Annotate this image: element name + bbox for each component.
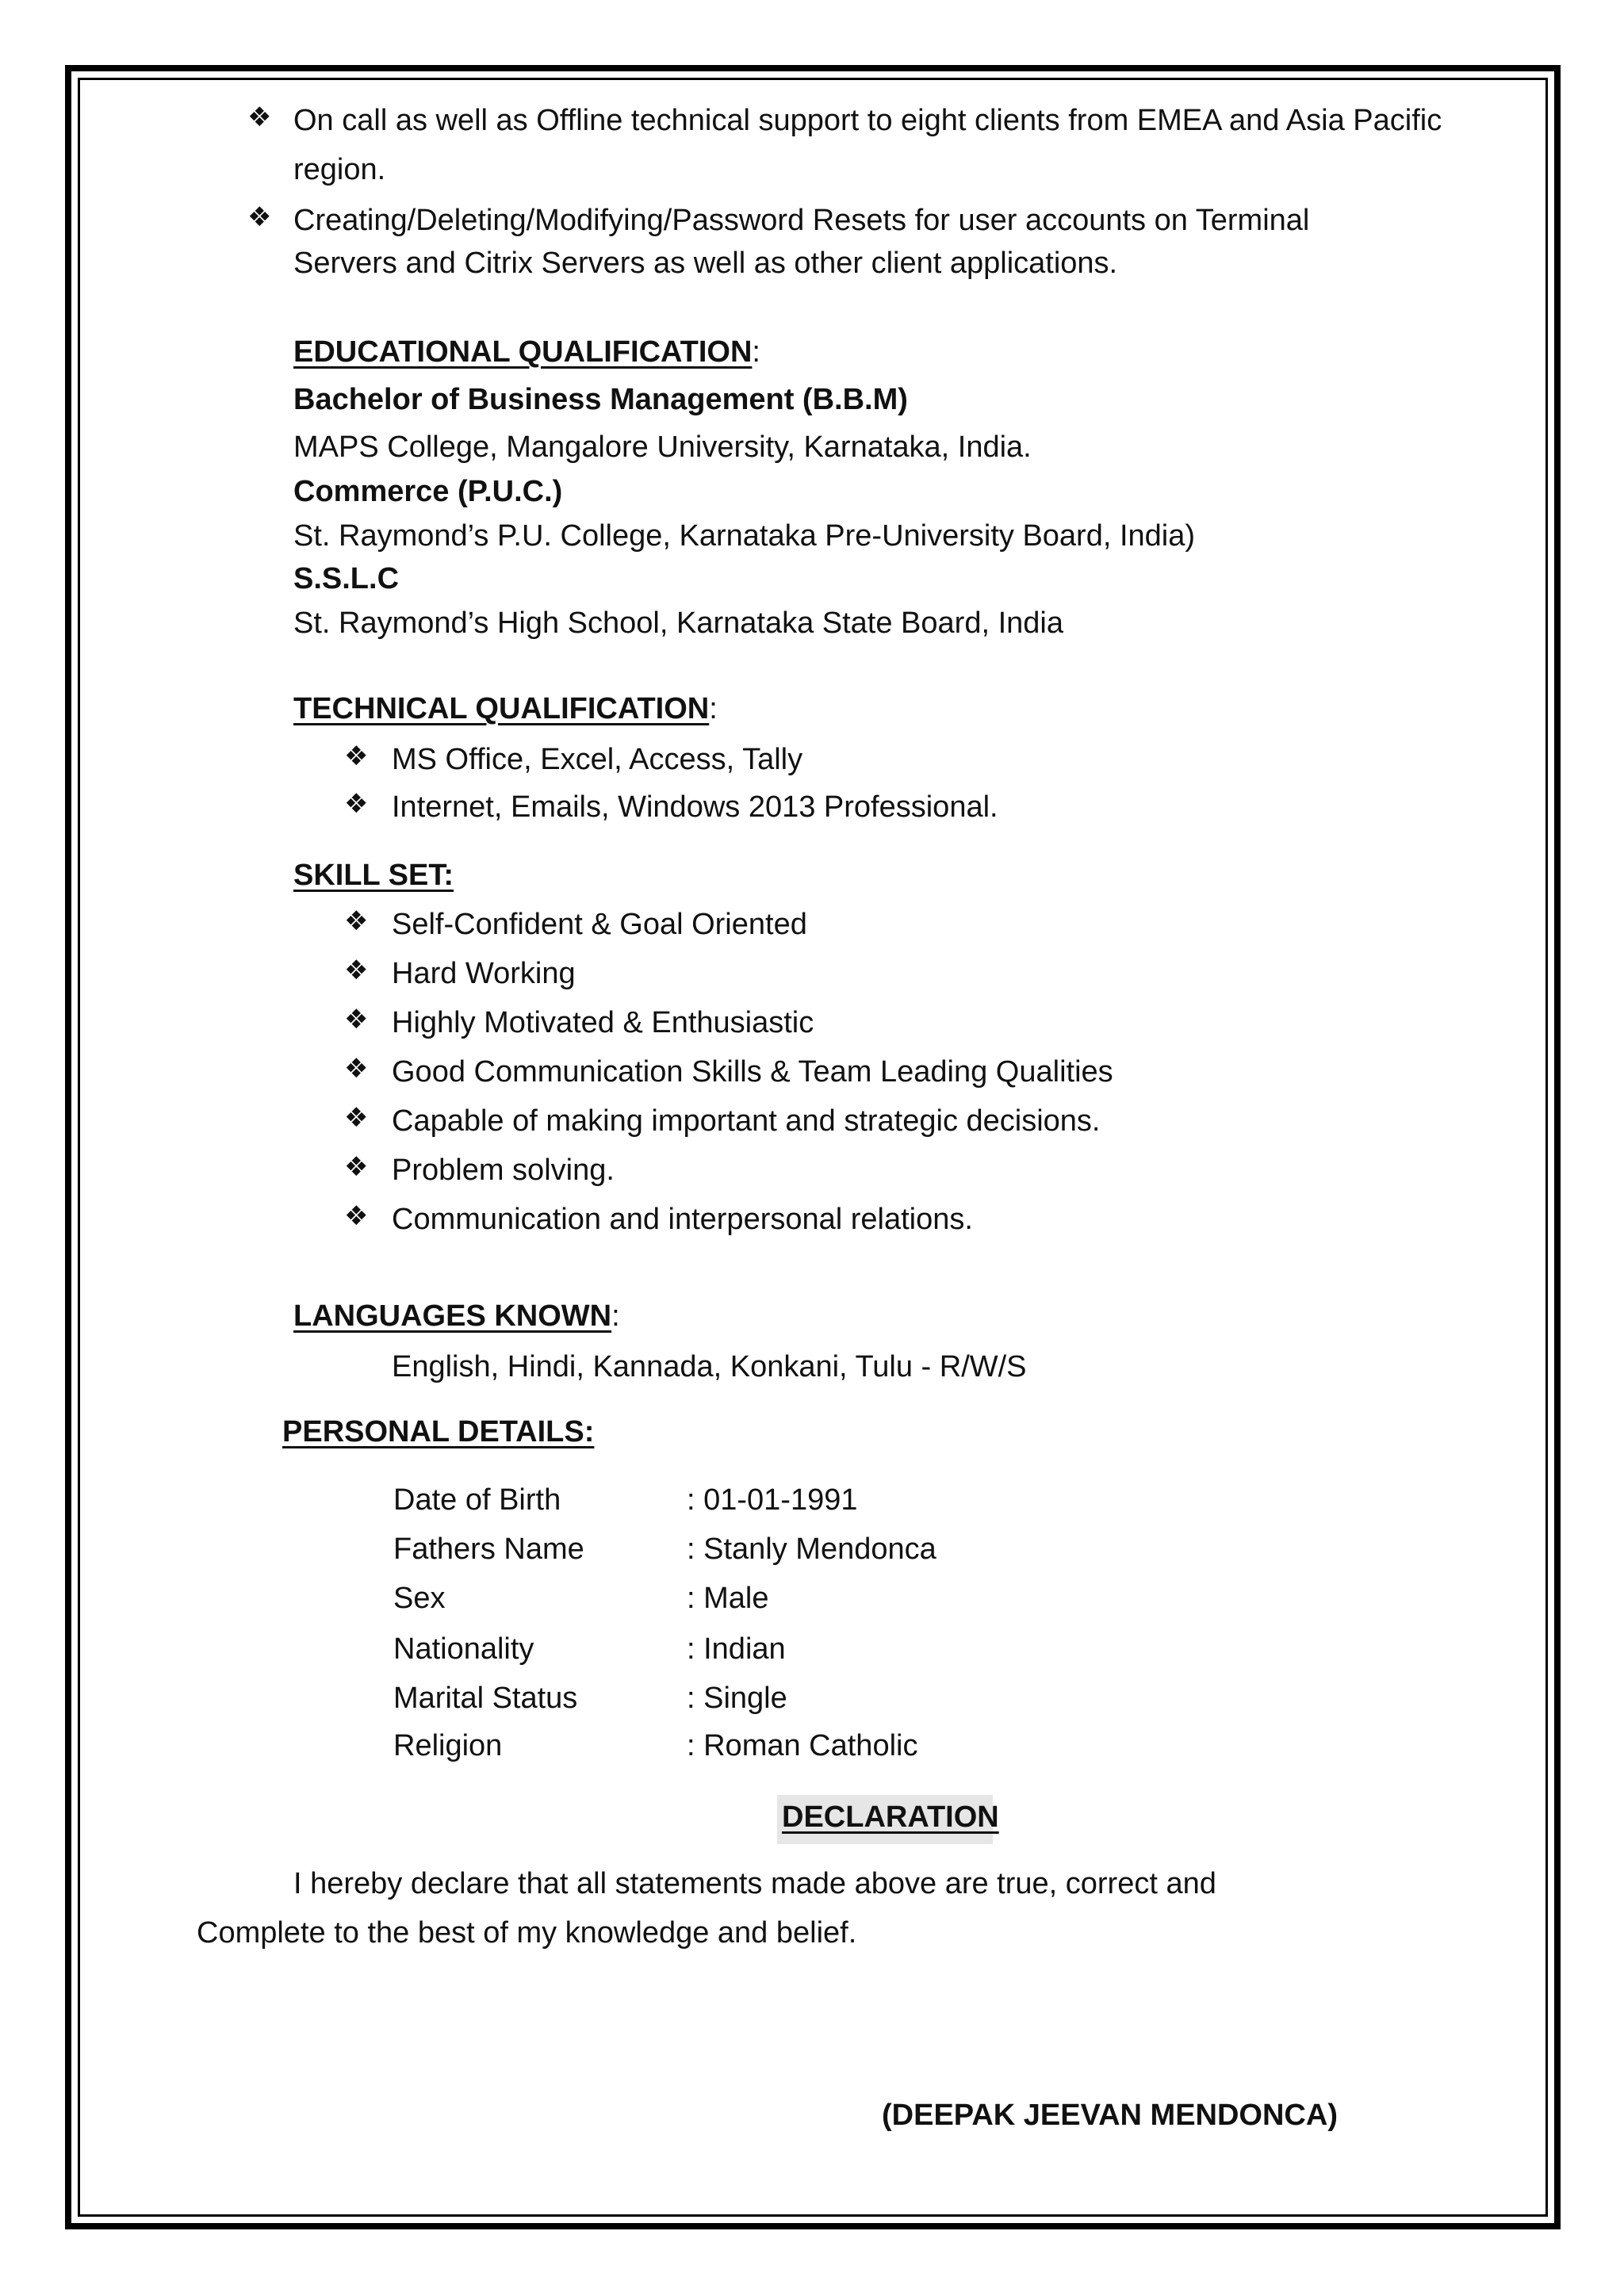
personal-label-marital: Marital Status [393,1682,578,1715]
diamond-bullet-icon: ❖ [344,741,369,771]
diamond-bullet-icon: ❖ [344,1103,369,1133]
education-institution-1: MAPS College, Mangalore University, Karnataka, India. [293,430,1032,464]
education-institution-3: St. Raymond’s High School, Karnataka State Board, India [293,607,1063,640]
languages-heading-colon: : [611,1299,620,1333]
education-heading-colon: : [752,335,760,369]
languages-value: English, Hindi, Kannada, Konkani, Tulu - R/W/S [392,1350,1027,1383]
skill-item-1: Self-Confident & Goal Oriented [392,908,807,941]
skill-item-6: Problem solving. [392,1154,615,1187]
diamond-bullet-icon: ❖ [247,202,272,232]
personal-value-dob: : 01-01-1991 [687,1483,858,1517]
support-bullet-1-line-1: On call as well as Offline technical support to eight clients from EMEA and Asia Pacific [293,104,1442,137]
diamond-bullet-icon: ❖ [344,1152,369,1182]
declaration-heading: DECLARATION [782,1800,999,1834]
education-degree-3: S.S.L.C [293,562,400,595]
personal-label-religion: Religion [393,1729,503,1762]
technical-heading-row [293,691,718,728]
personal-label-sex: Sex [393,1582,446,1615]
personal-value-sex: : Male [687,1582,769,1615]
skill-item-4: Good Communication Skills & Team Leading Qualities [392,1055,1113,1089]
skill-item-2: Hard Working [392,957,576,990]
diamond-bullet-icon: ❖ [344,789,369,819]
declaration-line-1: I hereby declare that all statements made above are true, correct and [293,1867,1216,1900]
diamond-bullet-icon: ❖ [247,102,272,132]
skill-item-5: Capable of making important and strategic decisions. [392,1104,1101,1138]
languages-heading: LANGUAGES KNOWN [293,1299,612,1333]
personal-label-father: Fathers Name [393,1533,584,1566]
support-bullet-2-line-2: Servers and Citrix Servers as well as other client applications. [293,247,1118,280]
languages-heading-row [293,1299,620,1335]
personal-value-nationality: : Indian [687,1632,786,1666]
technical-item-1: MS Office, Excel, Access, Tally [392,743,803,776]
declaration-line-2: Complete to the best of my knowledge and belief. [197,1916,857,1950]
support-bullet-1-line-2: region. [293,153,386,186]
skills-heading: SKILL SET: [293,859,454,892]
technical-item-2: Internet, Emails, Windows 2013 Professional. [392,790,998,824]
education-degree-1: Bachelor of Business Management (B.B.M) [293,383,908,416]
skill-item-7: Communication and interpersonal relations. [392,1203,973,1236]
technical-heading-colon: : [709,692,718,725]
technical-heading: TECHNICAL QUALIFICATION [293,692,710,725]
personal-label-nationality: Nationality [393,1632,534,1666]
personal-label-dob: Date of Birth [393,1483,561,1517]
education-institution-2: St. Raymond’s P.U. College, Karnataka Pre-University Board, India) [293,519,1196,553]
diamond-bullet-icon: ❖ [344,955,369,985]
education-heading: EDUCATIONAL QUALIFICATION [293,335,753,369]
personal-value-father: : Stanly Mendonca [687,1533,936,1566]
skill-item-3: Highly Motivated & Enthusiastic [392,1006,814,1039]
personal-value-religion: : Roman Catholic [687,1729,918,1762]
diamond-bullet-icon: ❖ [344,906,369,936]
personal-value-marital: : Single [687,1682,787,1715]
diamond-bullet-icon: ❖ [344,1054,369,1084]
support-bullet-2-line-1: Creating/Deleting/Modifying/Password Resets for user accounts on Terminal [293,204,1310,237]
personal-heading: PERSONAL DETAILS: [282,1415,595,1448]
education-degree-2: Commerce (P.U.C.) [293,475,563,508]
diamond-bullet-icon: ❖ [344,1201,369,1231]
education-heading-row [293,335,760,371]
diamond-bullet-icon: ❖ [344,1004,369,1035]
signature-name: (DEEPAK JEEVAN MENDONCA) [882,2099,1338,2132]
